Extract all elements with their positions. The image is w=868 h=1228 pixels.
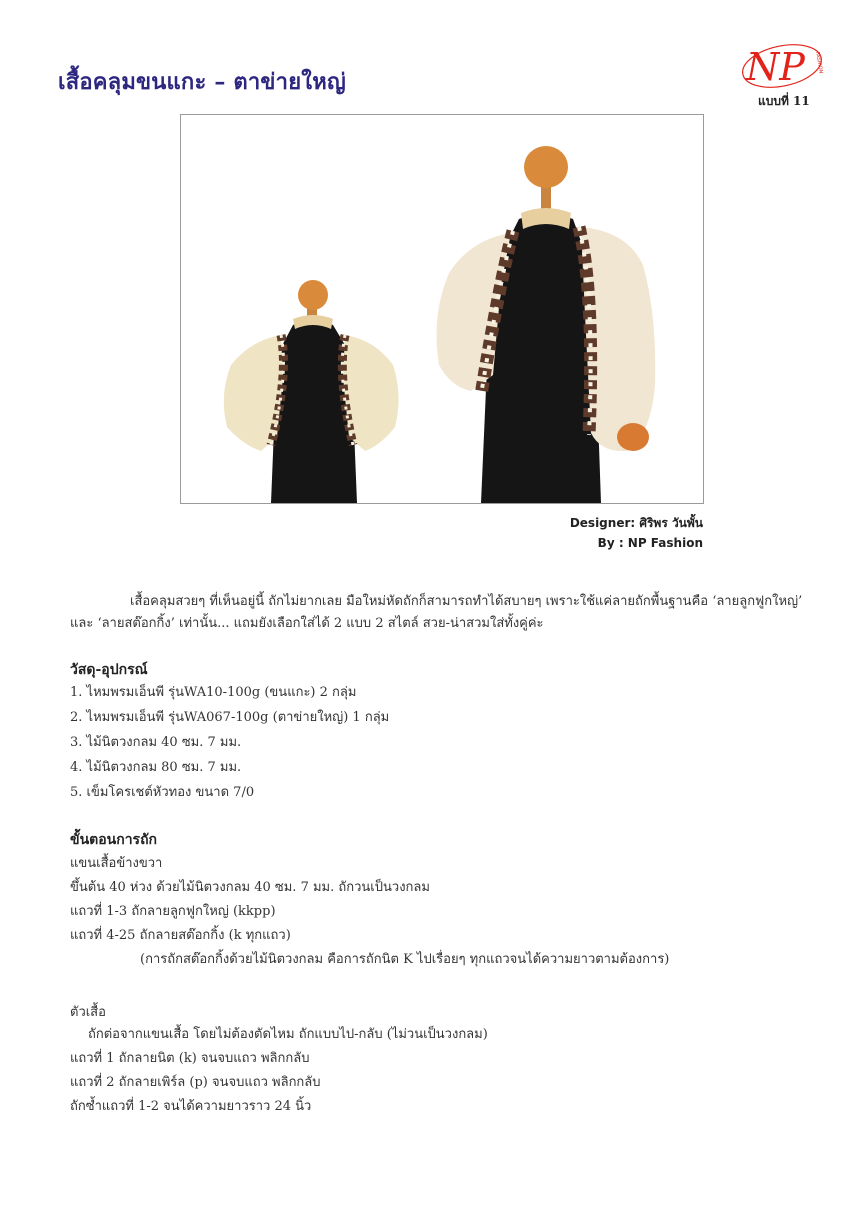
- instruction-line: ถักซ้ำแถวที่ 1-2 จนได้ความยาวราว 24 นิ้ว: [70, 1099, 312, 1114]
- sleeve-title: แขนเสื้อข้างขวา: [70, 856, 163, 871]
- list-item: 3. ไม้นิตวงกลม 40 ซม. 7 มม.: [70, 735, 242, 750]
- sleeve-instructions: [70, 852, 669, 972]
- pattern-number: แบบที่ 11: [758, 94, 810, 108]
- page-title: เสื้อคลุมขนแกะ – ตาข่ายใหญ่: [58, 69, 346, 95]
- body-title: ตัวเสื้อ: [70, 1005, 106, 1020]
- brand-credit: By : NP Fashion: [597, 536, 703, 550]
- intro-paragraph: เสื้อคลุมสวยๆ ที่เห็นอยู่นี้ ถักไม่ยากเลย มือใหม่หัดถักก็สามารถทำได้สบายๆ เพราะใช้แค่ลายถักพื้นฐานคือ ‘ลายลูกฟูกใหญ่’ และ ‘ลายสต๊อกกิ้ง’ เท่านั้น... แถมยังเลือกใส่ได้ 2 แบบ 2 สไตล์ สวย-น่าสวมใส่ทั้งคู่ค่ะ: [70, 594, 803, 631]
- list-item: 5. เข็มโครเชต์หัวทอง ขนาด 7/0: [70, 785, 255, 800]
- list-item: 1. ไหมพรมเอ็นพี รุ่นWA10-100g (ขนแกะ) 2 กลุ่ม: [70, 685, 357, 700]
- list-item: 4. ไม้นิตวงกลม 80 ซม. 7 มม.: [70, 760, 242, 775]
- steps-heading: ขั้นตอนการถัก: [70, 832, 158, 848]
- instruction-line: แถวที่ 2 ถักลายเพิร์ล (p) จนจบแถว พลิกกลับ: [70, 1075, 321, 1090]
- product-photo: [180, 114, 704, 504]
- list-item: 2. ไหมพรมเอ็นพี รุ่นWA067-100g (ตาข่ายใหญ่) 1 กลุ่ม: [70, 710, 390, 725]
- materials-heading: วัสดุ-อุปกรณ์: [70, 662, 148, 678]
- np-fashion-logo: [736, 38, 828, 92]
- svg-text:FASHION: FASHION: [814, 51, 824, 74]
- materials-list: [70, 680, 389, 805]
- instruction-line: แถวที่ 1 ถักลายนิต (k) จนจบแถว พลิกกลับ: [70, 1051, 310, 1066]
- sleeve-note: (การถักสต๊อกกิ้งด้วยไม้นิตวงกลม คือการถักนิต K ไปเรื่อยๆ ทุกแถวจนได้ความยาวตามต้องการ): [140, 952, 670, 967]
- body-instructions: [70, 1023, 488, 1119]
- instruction-line: แถวที่ 4-25 ถักลายสต๊อกกิ้ง (k ทุกแถว): [70, 928, 291, 943]
- body-intro-line: ถักต่อจากแขนเสื้อ โดยไม่ต้องตัดไหม ถักแบบไป-กลับ (ไม่วนเป็นวงกลม): [88, 1027, 488, 1042]
- svg-text:NP: NP: [746, 45, 805, 89]
- instruction-line: แถวที่ 1-3 ถักลายลูกฟูกใหญ่ (kkpp): [70, 904, 276, 919]
- instruction-line: ขึ้นต้น 40 ห่วง ด้วยไม้นิตวงกลม 40 ซม. 7 มม. ถักวนเป็นวงกลม: [70, 880, 430, 895]
- designer-credit: Designer: ศิริพร วันพั้น: [569, 516, 703, 530]
